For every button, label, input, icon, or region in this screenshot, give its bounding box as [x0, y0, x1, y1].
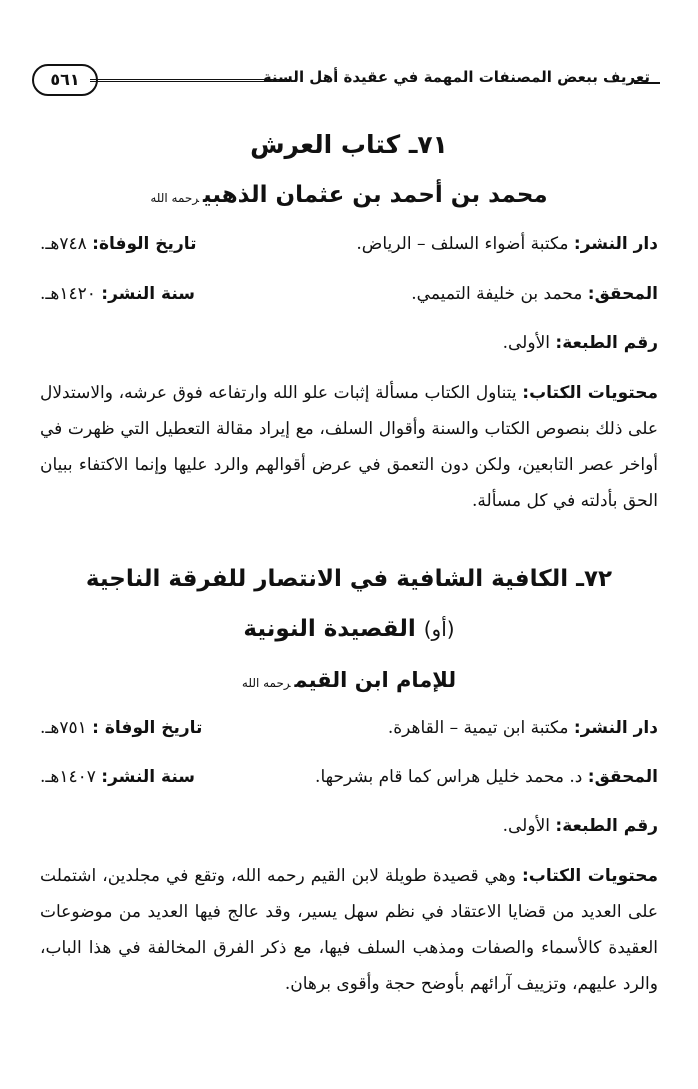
book72-contents: [40, 858, 658, 1002]
book72-publisher-label: دار النشر:: [573, 718, 658, 738]
book72-publisher-row: [40, 718, 658, 750]
book72-author-blessing: رحمه الله: [241, 676, 291, 690]
book72-publisher: [388, 718, 658, 738]
book71-contents-label: محتويات الكتاب:: [522, 383, 658, 403]
book72-pubyear-value: ١٤٠٧هـ.: [40, 767, 96, 787]
book71-edition-label: رقم الطبعة:: [555, 333, 658, 353]
book71-death-label: تاريخ الوفاة:: [92, 234, 197, 254]
book71-publisher-row: [40, 234, 658, 266]
book71-editor-value: محمد بن خليفة التميمي.: [411, 284, 583, 304]
book72-edition-value: الأولى.: [502, 816, 550, 836]
book71-author-blessing: رحمه الله: [150, 191, 199, 205]
book71-edition-row: [40, 333, 658, 365]
book71-editor-label: المحقق:: [587, 284, 658, 304]
book72-edition: [503, 816, 658, 836]
book72-death-label: تاريخ الوفاة :: [92, 718, 203, 738]
book71-author: محمد بن أحمد بن عثمان الذهبي: [202, 182, 548, 208]
book72-publisher-value: مكتبة ابن تيمية – القاهرة.: [387, 718, 569, 738]
book71-pubyear-label: سنة النشر:: [101, 284, 196, 304]
book72-subtitle: القصيدة النونية: [243, 616, 416, 642]
book72-editor-value: د. محمد خليل هراس كما قام بشرحها.: [315, 767, 583, 787]
book72-subtitle-paren: (أو): [423, 617, 455, 641]
book71-pubyear-value: ١٤٢٠هـ.: [40, 284, 96, 304]
book72-editor-row: [40, 767, 658, 799]
book71-pubyear: [40, 284, 195, 304]
book72-author-line: [30, 668, 668, 692]
book71-author-line: [30, 182, 668, 208]
book71-contents: [40, 375, 658, 519]
header-rule: [90, 79, 290, 82]
book71-editor-row: [40, 284, 658, 316]
book71-publisher-value: مكتبة أضواء السلف – الرياض.: [356, 234, 569, 254]
book71-edition-value: الأولى.: [502, 333, 550, 353]
book71-edition: [503, 333, 658, 353]
book72-contents-text: وهي قصيدة طويلة لابن القيم رحمه الله، وتقع في مجلدين، اشتملت على العديد من قضايا الاعتقاد في نظم سهل يسير، وقد عالج فيها العديد من موضوعات العقيدة كالأسماء والصفات ومذهب السلف فيها، مع ذكر الفرق المخالفة في هذا الباب، والرد عليهم، وتزييف آرائهم بأوضح حجة وأقوى برهان.: [40, 866, 658, 994]
book72-contents-label: محتويات الكتاب:: [521, 866, 658, 886]
book71-editor: [411, 284, 658, 304]
book72-edition-row: [40, 816, 658, 848]
book71-publisher: [356, 234, 658, 254]
header-title: تعريف ببعض المصنفات المهمة في عقيدة أهل السنة: [262, 68, 650, 86]
book72-pubyear: [40, 767, 195, 787]
book72-death: [40, 718, 202, 738]
book71-title: ٧١ـ كتاب العرش: [250, 130, 448, 159]
page-number: ٥٦١: [32, 64, 98, 96]
book72-death-value: ٧٥١هـ.: [40, 718, 87, 738]
book72-editor-label: المحقق:: [587, 767, 658, 787]
book72-title: ٧٢ـ الكافية الشافية في الانتصار للفرقة الناجية: [85, 566, 613, 592]
book72-edition-label: رقم الطبعة:: [555, 816, 658, 836]
book72-subtitle-line: [30, 616, 668, 642]
book72-pubyear-label: سنة النشر:: [101, 767, 196, 787]
book71-contents-text: يتناول الكتاب مسألة إثبات علو الله وارتفاعه فوق عرشه، والاستدلال على ذلك بنصوص الكتاب والسنة وأقوال السلف، مع إيراد مقالة التعطيل التي ظهرت في أواخر عصر التابعين، ولكن دون التعمق في عرض أقوالهم والرد عليها وإنما الاكتفاء ببيان الحق بأدلته في كل مسألة.: [40, 383, 658, 511]
book71-death-value: ٧٤٨هـ.: [40, 234, 87, 254]
book72-author: للإمام ابن القيم: [294, 668, 457, 692]
book71-publisher-label: دار النشر:: [573, 234, 658, 254]
book71-death: [40, 234, 197, 254]
running-header: [30, 62, 660, 98]
book72-editor: [315, 767, 658, 787]
